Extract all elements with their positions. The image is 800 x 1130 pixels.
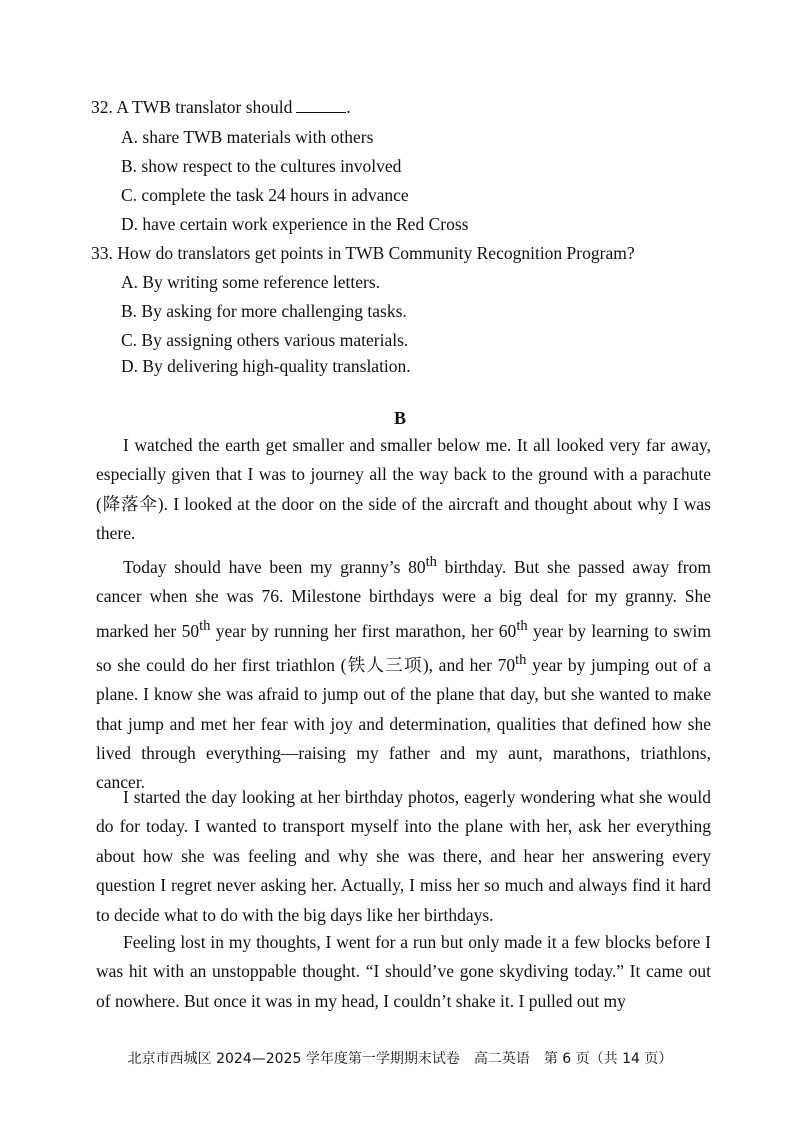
paragraph-2-part-4: year by learning to swim so she could do her first triathlon (铁人三项), and her 70: [96, 620, 712, 675]
question-33-option-c: C. By assigning others various materials.: [121, 330, 409, 350]
ordinal-suffix: th: [199, 617, 211, 634]
paragraph-2-part-3: year by running her first marathon, her 60: [210, 620, 517, 641]
paragraph-2-part-2: birthday. But she passed away from cancer when she was 76. Milestone birthdays were a big deal for my granny. She marked her 50: [96, 556, 711, 641]
question-32-option-d: D. have certain work experience in the Red Cross: [121, 214, 469, 234]
passage-paragraph-4: Feeling lost in my thoughts, I went for a run but only made it a few blocks before I was hit with an unstoppable thought. “I should’ve gone skydiving today.” It came out of nowhere. But once it was in my head, I couldn’t shake it. I pulled out my: [96, 932, 711, 1011]
passage-paragraph-3: I started the day looking at her birthday photos, eagerly wondering what she would do for today. I wanted to transport myself into the plane with her, ask her everything about how she was feeling and why she was there, and hear her answering every question I regret never asking her. Actually, I miss her so much and always find it hard to decide what to do with the big days like her birthdays.: [96, 787, 711, 925]
question-33-option-d: D. By delivering high-quality translation.: [121, 356, 411, 376]
question-33-stem: 33. How do translators get points in TWB Community Recognition Program?: [91, 243, 635, 263]
question-32-option-a: A. share TWB materials with others: [121, 127, 374, 147]
question-32-option-b: B. show respect to the cultures involved: [121, 156, 402, 176]
question-32-stem-end: .: [346, 97, 351, 117]
question-32-stem: [91, 96, 351, 118]
ordinal-suffix: th: [425, 554, 437, 570]
page-footer: 北京市西城区 2024—2025 学年度第一学期期末试卷 高二英语 第 6 页（共 14 页）: [127, 1051, 673, 1067]
question-33-option-b: B. By asking for more challenging tasks.: [121, 301, 407, 321]
paragraph-2-part-5: year by jumping out of a plane. I know she was afraid to jump out of the plane that day, but she wanted to make that jump and met her fear with joy and determination, qualities that defined how she lived through everything—raising my father and my aunt, marathons, triathlons, cancer.: [96, 654, 712, 793]
question-33-option-a: A. By writing some reference letters.: [121, 272, 381, 292]
paragraph-2-part-1: Today should have been my granny’s 80: [123, 556, 426, 577]
passage-paragraph-1: I watched the earth get smaller and smaller below me. It all looked very far away, especially given that I was to journey all the way back to the ground with a parachute (降落伞). I looked at the door on the side of the aircraft and thought about why I was there.: [96, 435, 711, 544]
question-32-option-c: C. complete the task 24 hours in advance: [121, 185, 409, 205]
passage-paragraph-2: [96, 548, 711, 798]
answer-blank: [296, 96, 346, 113]
ordinal-suffix: th: [516, 617, 528, 634]
section-heading: B: [393, 408, 406, 428]
ordinal-suffix: th: [515, 651, 527, 668]
question-32-stem-text: 32. A TWB translator should: [91, 97, 293, 117]
